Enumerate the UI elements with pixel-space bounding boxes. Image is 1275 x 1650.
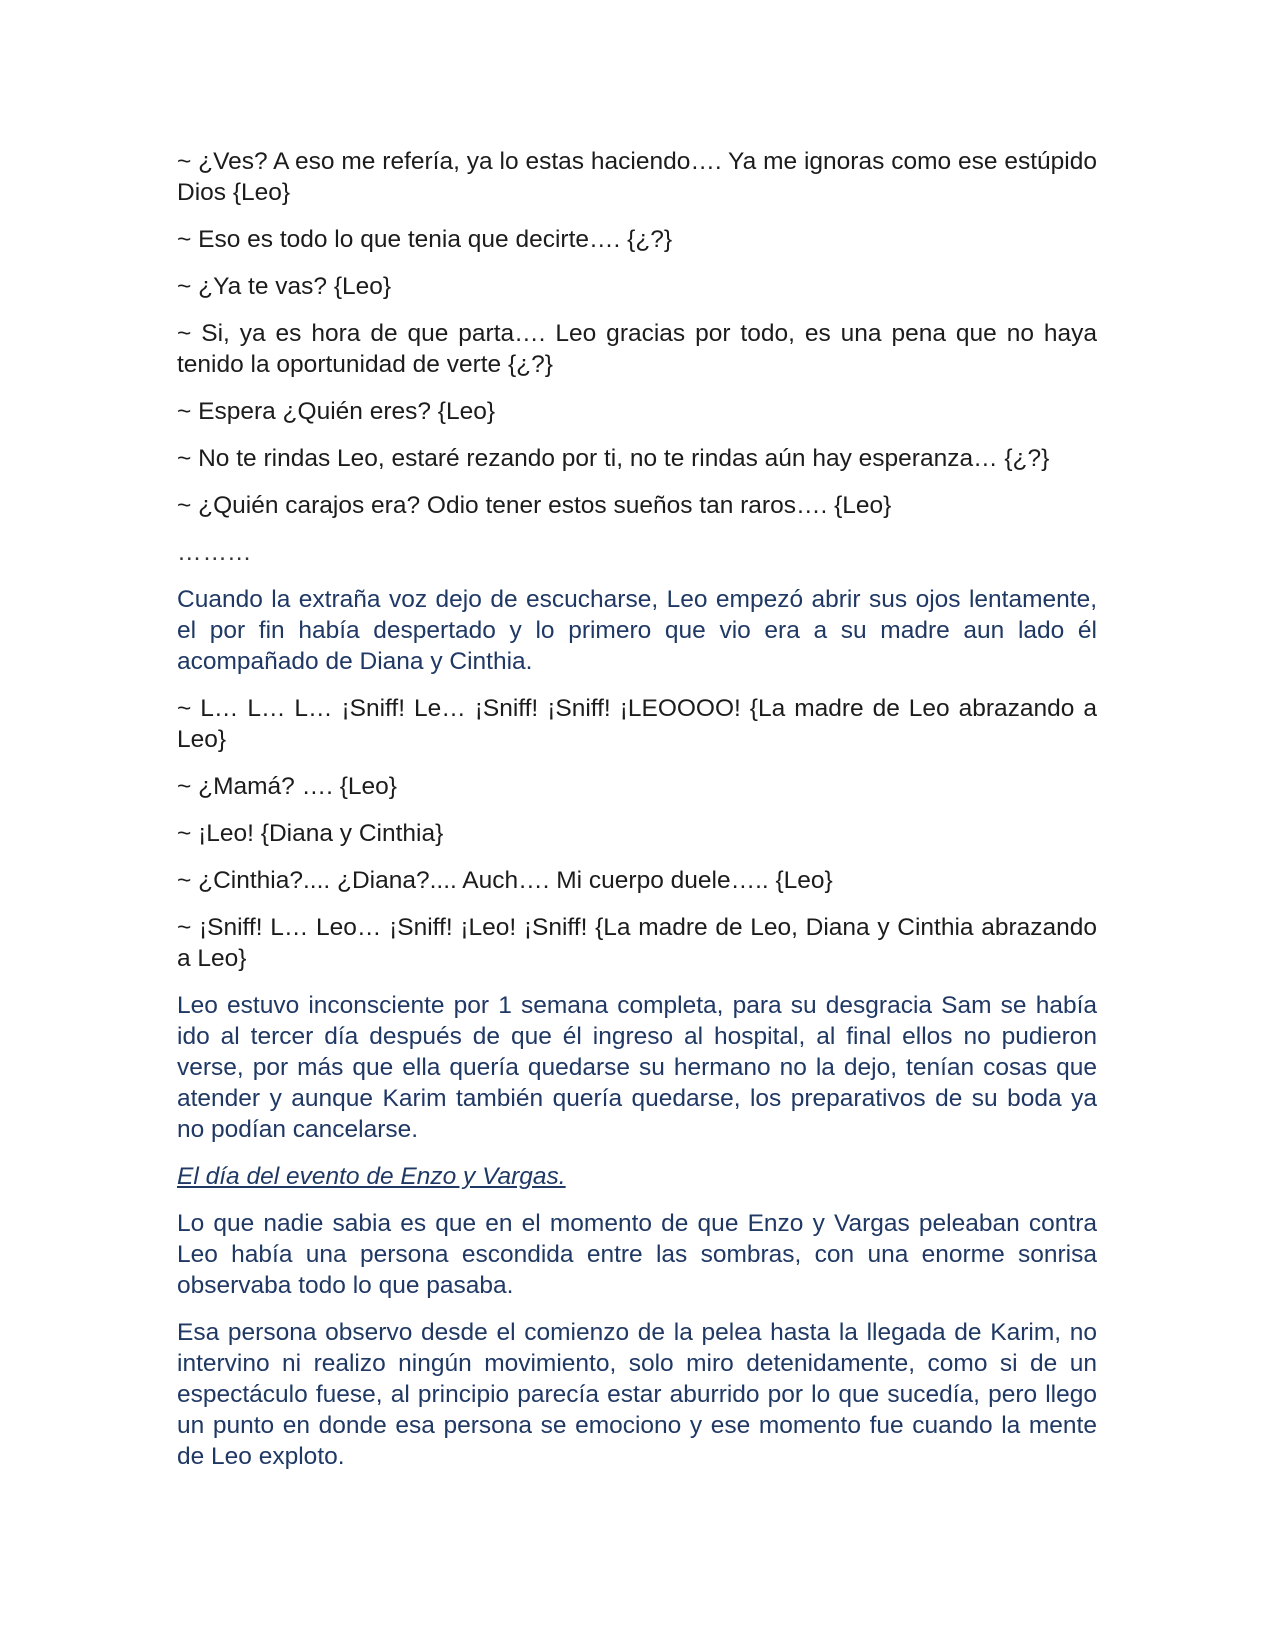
dialogue-line: ~ Eso es todo lo que tenia que decirte…. {¿?} [177, 226, 673, 253]
section-heading: El día del evento de Enzo y Vargas. [177, 1163, 566, 1190]
dialogue-line: ~ ¿Quién carajos era? Odio tener estos sueños tan raros…. {Leo} [177, 492, 892, 519]
narration-paragraph: Esa persona observo desde el comienzo de la pelea hasta la llegada de Karim, no intervino ni realizo ningún movimiento, solo miro detenidamente, como si de un espectáculo fuese, al principio parecía estar aburrido por lo que sucedía, pero llego un punto en donde esa persona se emociono y ese momento fue cuando la mente de Leo exploto. [177, 1319, 1097, 1470]
dialogue-line: ~ L… L… L… ¡Sniff! Le… ¡Sniff! ¡Sniff! ¡LEOOOO! {La madre de Leo abrazando a Leo} [177, 695, 1097, 753]
dialogue-line: ~ No te rindas Leo, estaré rezando por ti, no te rindas aún hay esperanza… {¿?} [177, 445, 1050, 472]
narration-paragraph: Leo estuvo inconsciente por 1 semana completa, para su desgracia Sam se había ido al tercer día después de que él ingreso al hospital, al final ellos no pudieron verse, por más que ella quería quedarse su hermano no la dejo, tenían cosas que atender y aunque Karim también quería quedarse, los preparativos de su boda ya no podían cancelarse. [177, 992, 1097, 1143]
dialogue-line: ~ Espera ¿Quién eres? {Leo} [177, 398, 496, 425]
scene-break: ……... [177, 539, 252, 566]
dialogue-line: ~ ¿Mamá? …. {Leo} [177, 773, 397, 800]
document-page [177, 146, 1097, 1488]
dialogue-line: ~ ¿Cinthia?.... ¿Diana?.... Auch…. Mi cuerpo duele….. {Leo} [177, 867, 833, 894]
dialogue-line: ~ Si, ya es hora de que parta…. Leo gracias por todo, es una pena que no haya tenido la oportunidad de verte {¿?} [177, 320, 1097, 378]
dialogue-line: ~ ¿Ya te vas? {Leo} [177, 273, 392, 300]
dialogue-line: ~ ¿Ves? A eso me refería, ya lo estas haciendo…. Ya me ignoras como ese estúpido Dios {Leo} [177, 148, 1097, 206]
narration-paragraph: Cuando la extraña voz dejo de escucharse, Leo empezó abrir sus ojos lentamente, el por fin había despertado y lo primero que vio era a su madre aun lado él acompañado de Diana y Cinthia. [177, 586, 1097, 675]
dialogue-line: ~ ¡Sniff! L… Leo… ¡Sniff! ¡Leo! ¡Sniff! {La madre de Leo, Diana y Cinthia abrazando a Leo} [177, 914, 1097, 972]
dialogue-line: ~ ¡Leo! {Diana y Cinthia} [177, 820, 444, 847]
narration-paragraph: Lo que nadie sabia es que en el momento de que Enzo y Vargas peleaban contra Leo había una persona escondida entre las sombras, con una enorme sonrisa observaba todo lo que pasaba. [177, 1210, 1097, 1299]
